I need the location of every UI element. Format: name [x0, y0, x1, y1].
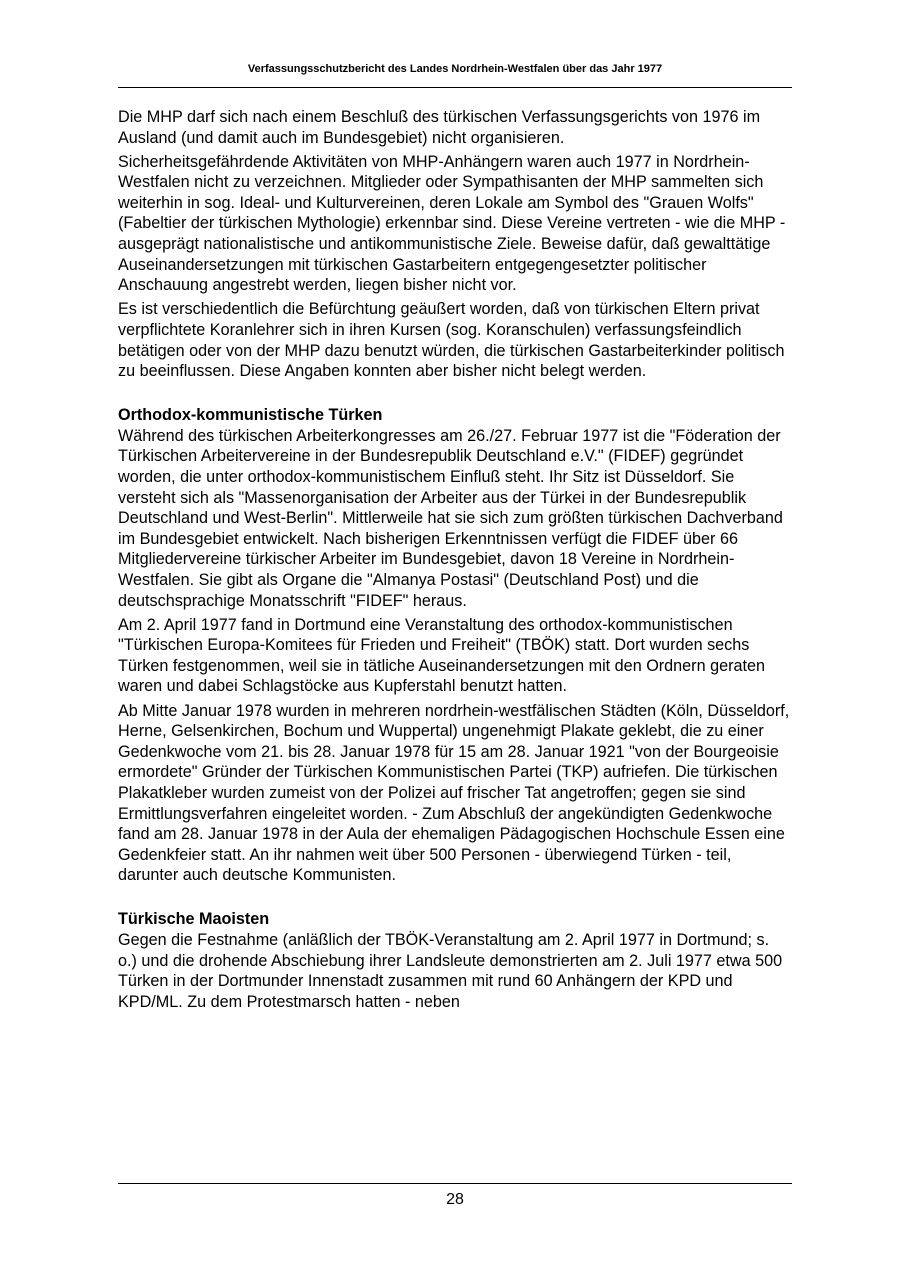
header-rule — [118, 87, 792, 88]
section-gap — [118, 385, 792, 405]
paragraph-gedenkwoche: Ab Mitte Januar 1978 wurden in mehreren nordrhein-westfälischen Städten (Köln, Düsseldorf, Herne, Gelsenkirchen, Bochum und Wuppertal) ungenehmigt Plakate geklebt, die zu einer Gedenkwoche vom 21. bis 28. Januar 1978 für 15 am 28. Januar 1921 "von der Bourgeoisie ermordete" Gründer der Türkischen Kommunistischen Partei (TKP) aufriefen. Die türkischen Plakatkleber wurden zumeist von der Polizei auf frischer Tat angetroffen; gegen sie sind Ermittlungsverfahren eingeleitet worden. - Zum Abschluß der angekündigten Gedenkwoche fand am 28. Januar 1978 in der Aula der ehemaligen Pädagogischen Hochschule Essen eine Gedenkfeier statt. An ihr nahmen weit über 500 Personen - überwiegend Türken - teil, darunter auch deutsche Kommunisten. — [118, 701, 790, 885]
paragraph-mhp-activities: Sicherheitsgefährdende Aktivitäten von MHP-Anhängern waren auch 1977 in Nordrhein-Westfalen nicht zu verzeichnen. Mitglieder oder Sympathisanten der MHP sammelten sich weiterhin in sog. Ideal- und Kulturvereinen, deren Lokale am Symbol des "Grauen Wolfs" (Fabeltier der türkischen Mythologie) erkennbar sind. Diese Vereine vertreten - wie die MHP - ausgeprägt nationalistische und antikommunistische Ziele. Beweise dafür, daß gewalttätige Auseinandersetzungen mit türkischen Gastarbeitern entgegengesetzter politischer Anschauung angestrebt werden, liegen bisher nicht vor. — [118, 152, 786, 295]
page-number: 28 — [446, 1191, 464, 1208]
running-header: Verfassungsschutzbericht des Landes Nordrhein-Westfalen über das Jahr 1977 — [247, 63, 663, 75]
body-text — [118, 107, 792, 1016]
section-heading-orthodox: Orthodox-kommunistische Türken — [118, 406, 383, 425]
paragraph-fidef: Während des türkischen Arbeiterkongresses am 26./27. Februar 1977 ist die "Föderation der Türkischen Arbeitervereine in der Bundesrepublik Deutschland e.V." (FIDEF) gegründet worden, die unter orthodox-kommunistischem Einfluß steht. Ihr Sitz ist Düsseldorf. Sie versteht sich als "Massenorganisation der Arbeiter aus der Türkei in der Bundesrepublik Deutschland und West-Berlin". Mittlerweile hat sie sich zum größten türkischen Dachverband im Bundesgebiet entwickelt. Nach bisherigen Erkenntnissen verfügt die FIDEF über 66 Mitgliedervereine türkischer Arbeiter im Bundesgebiet, davon 18 Vereine in Nordrhein-Westfalen. Sie gibt als Organe die "Almanya Postasi" (Deutschland Post) und die deutschsprachige Monatsschrift "FIDEF" heraus. — [118, 426, 783, 610]
paragraph-koranschulen: Es ist verschiedentlich die Befürchtung geäußert worden, daß von türkischen Eltern privat verpflichtete Koranlehrer sich in ihren Kursen (sog. Koranschulen) verfassungsfeindlich betätigen oder von der MHP dazu benutzt würden, die türkischen Gastarbeiterkinder politisch zu beeinflussen. Diese Angaben konnten aber bisher nicht belegt werden. — [118, 300, 785, 381]
paragraph-tboek: Am 2. April 1977 fand in Dortmund eine Veranstaltung des orthodox-kommunistischen "Türkischen Europa-Komitees für Frieden und Freiheit" (TBÖK) statt. Dort wurden sechs Türken festgenommen, weil sie in tätliche Auseinandersetzungen mit den Ordnern geraten waren und dabei Schlagstöcke aus Kupferstahl benutzt hatten. — [118, 615, 765, 696]
paragraph-protestmarsch: Gegen die Festnahme (anläßlich der TBÖK-Veranstaltung am 2. April 1977 in Dortmund; s. o.) und die drohende Abschiebung ihrer Landsleute demonstrierten am 2. Juli 1977 etwa 500 Türken in der Dortmunder Innenstadt zusammen mit rund 60 Anhängern der KPD und KPD/ML. Zu dem Protestmarsch hatten - neben — [118, 930, 783, 1011]
section-heading-maoisten: Türkische Maoisten — [118, 910, 270, 929]
paragraph-mhp-ban: Die MHP darf sich nach einem Beschluß des türkischen Verfassungsgerichts von 1976 im Ausland (und damit auch im Bundesgebiet) nicht organisieren. — [118, 108, 761, 147]
section-gap — [118, 889, 792, 909]
footer-rule — [118, 1183, 792, 1184]
